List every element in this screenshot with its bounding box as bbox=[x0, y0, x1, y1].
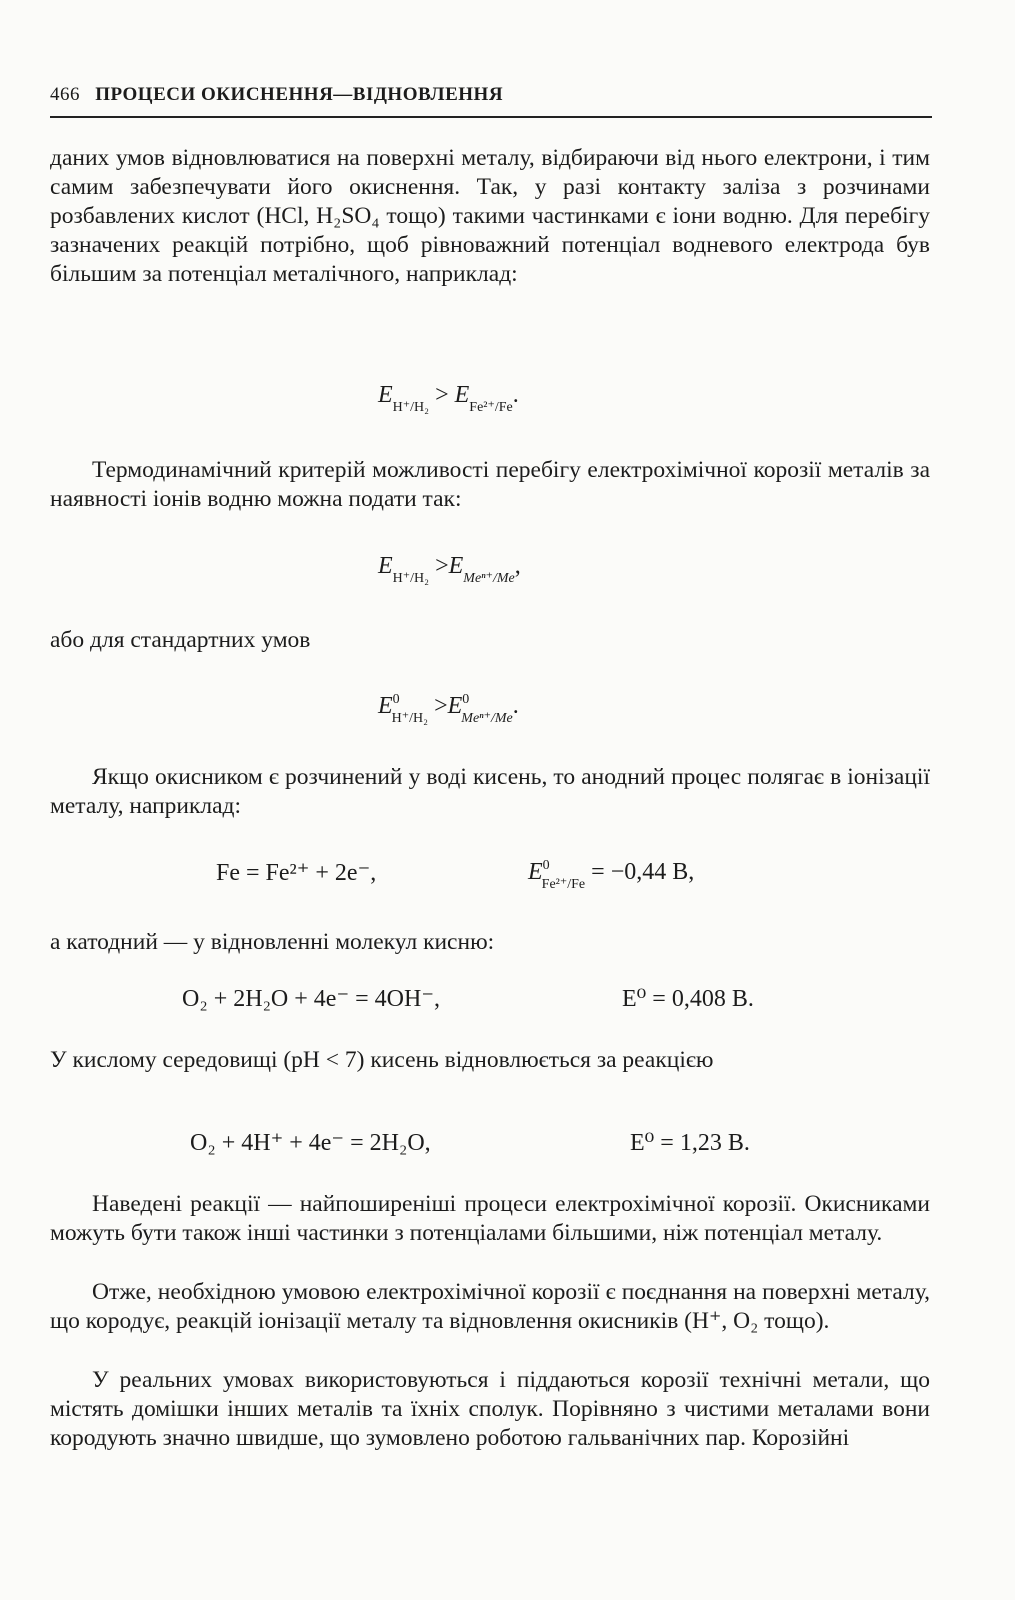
paragraph-8: Отже, необхідною умовою електрохімічної корозії є поєднання на поверхні металу, що кородує, реакцій іонізації металу та відновлення окисників (H⁺, O₂ тощо). bbox=[50, 1279, 930, 1334]
formula-2-sub-right: Meⁿ⁺/Me bbox=[463, 571, 515, 586]
formula-3-sub-right: Meⁿ⁺/Me bbox=[461, 711, 513, 726]
formula-5-potential: E⁰ = 0,408 В. bbox=[622, 986, 754, 1012]
formula-4-sub: Fe²⁺/Fe bbox=[541, 877, 586, 892]
formula-2-operator: > bbox=[435, 553, 449, 579]
formula-3-symbol: E bbox=[378, 693, 393, 719]
formula-4-value: = −0,44 В, bbox=[591, 859, 695, 885]
running-header bbox=[50, 84, 930, 106]
chapter-title: ПРОЦЕСИ ОКИСНЕННЯ—ВІДНОВЛЕННЯ bbox=[95, 84, 504, 105]
formula-2-symbol-right: E bbox=[448, 553, 464, 579]
formula-2-sub-left: H⁺/H₂ bbox=[392, 571, 430, 586]
formula-2 bbox=[378, 553, 521, 587]
formula-1-sub-left: H⁺/H₂ bbox=[392, 400, 430, 415]
page-number: 466 bbox=[50, 84, 80, 105]
formula-4-potential bbox=[528, 858, 694, 893]
formula-3-symbol-right: E bbox=[447, 693, 463, 719]
formula-6-reaction: O₂ + 4H⁺ + 4e⁻ = 2H₂O, bbox=[190, 1130, 431, 1156]
paragraph-1: даних умов відновлюватися на поверхні металу, відбираючи від нього електрони, і тим самим забезпечувати його окиснення. Так, у разі контакту заліза з розчинами розбавлених кислот (HCl, H₂SO₄ тощо) такими частинками є іони водню. Для перебігу зазначених реакцій потрібно, щоб рівноважний потенціал водневого електрода був більшим за потенціал металічного, наприклад: bbox=[50, 145, 930, 287]
formula-1-symbol: E bbox=[378, 382, 393, 408]
paragraph-4: Якщо окисником є розчинений у воді кисень, то анодний процес полягає в іонізації металу, наприклад: bbox=[50, 764, 930, 819]
paragraph-9: У реальних умовах використовуються і піддаються корозії технічні метали, що містять домішки інших металів та їхніх сполук. Порівняно з чистими металами вони кородують значно швидше, що зумовлено роботою гальванічних пар. Корозійні bbox=[50, 1367, 930, 1451]
formula-4-zero: 0 bbox=[542, 858, 550, 873]
formula-1-sub-right: Fe²⁺/Fe bbox=[469, 400, 513, 415]
formula-1-symbol-right: E bbox=[454, 382, 470, 408]
formula-2-end: , bbox=[514, 553, 521, 579]
formula-1-end: . bbox=[512, 382, 519, 408]
formula-3-end: . bbox=[512, 693, 519, 719]
formula-3-zero-right: 0 bbox=[462, 692, 470, 707]
formula-1-operator: > bbox=[435, 382, 449, 408]
formula-4-symbol: E bbox=[528, 859, 543, 885]
formula-3-zero: 0 bbox=[392, 692, 400, 707]
formula-4-reaction: Fe = Fe²⁺ + 2e⁻, bbox=[216, 860, 377, 886]
paragraph-7: Наведені реакції — найпоширеніші процеси електрохімічної корозії. Окисниками можуть бути також інші частинки з потенціалами більшими, ніж потенціал металу. bbox=[50, 1191, 930, 1246]
formula-3-operator: > bbox=[434, 693, 448, 719]
formula-5-reaction: O₂ + 2H₂O + 4e⁻ = 4OH⁻, bbox=[182, 986, 440, 1012]
formula-1 bbox=[378, 382, 519, 416]
paragraph-3: або для стандартних умов bbox=[50, 627, 311, 653]
paragraph-6: У кислому середовищі (pH < 7) кисень відновлюється за реакцією bbox=[50, 1047, 714, 1073]
paragraph-2: Термодинамічний критерій можливості перебігу електрохімічної корозії металів за наявності іонів водню можна подати так: bbox=[50, 457, 930, 512]
formula-3-sub-left: H⁺/H₂ bbox=[391, 711, 429, 726]
formula-6-potential: E⁰ = 1,23 В. bbox=[630, 1130, 750, 1156]
paragraph-5: а катодний — у відновленні молекул кисню: bbox=[50, 929, 495, 955]
formula-2-symbol: E bbox=[378, 553, 393, 579]
header-rule bbox=[50, 116, 932, 118]
formula-3 bbox=[378, 692, 519, 727]
